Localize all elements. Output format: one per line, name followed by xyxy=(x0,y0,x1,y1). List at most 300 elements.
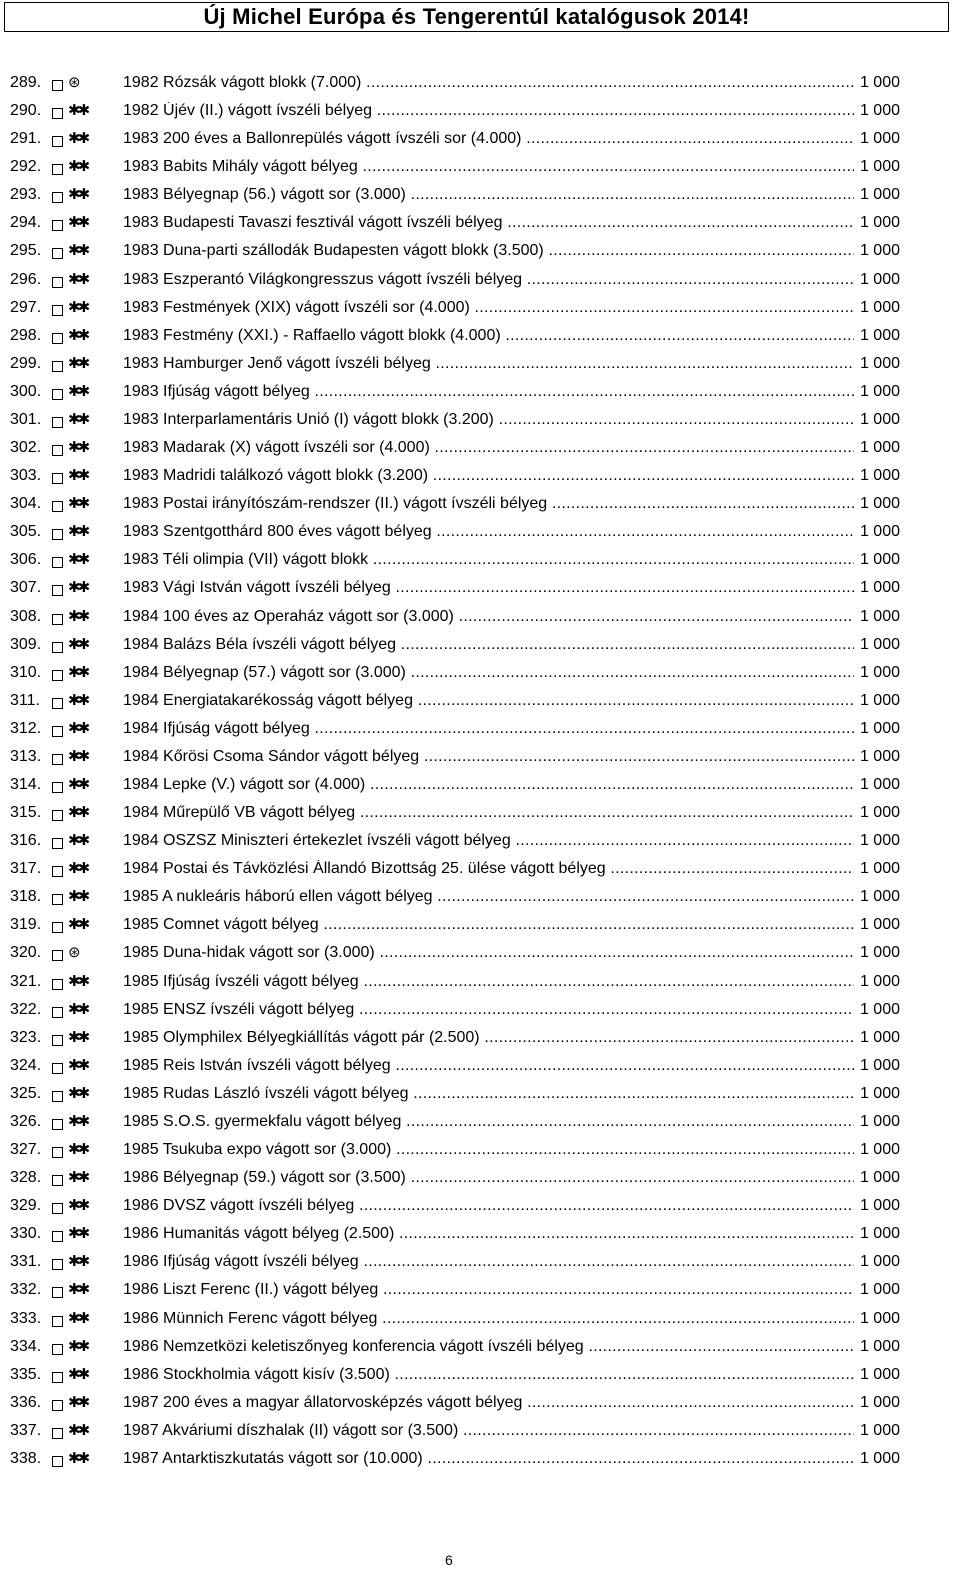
item-number: 296. xyxy=(10,270,42,288)
item-price: 1 000 xyxy=(859,298,900,316)
item-number: 289. xyxy=(10,74,42,91)
item-description: 1983 Madarak (X) vágott ívszéli sor (4.000) ..... xyxy=(123,439,854,457)
mint-stamp-icon: ✱✱ xyxy=(68,860,88,878)
list-item xyxy=(0,1250,960,1278)
item-number: 290. xyxy=(10,102,42,120)
mint-stamp-icon: ✱✱ xyxy=(68,298,88,316)
order-checkbox[interactable] xyxy=(52,782,63,793)
item-description: 1985 Duna-hidak vágott sor (3.000) ..... xyxy=(123,944,854,962)
list-item xyxy=(0,801,960,829)
item-number: 333. xyxy=(10,1309,42,1327)
page-title: Új Michel Európa és Tengerentúl katalógusok 2014! xyxy=(203,4,750,29)
item-description: 1984 Postai és Távközlési Állandó Bizottság 25. ülése vágott bélyeg ..... xyxy=(123,860,854,878)
list-item xyxy=(0,436,960,464)
list-item xyxy=(0,829,960,857)
list-item xyxy=(0,970,960,998)
mint-stamp-icon: ✱✱ xyxy=(68,242,88,260)
mint-stamp-icon: ✱✱ xyxy=(68,1393,88,1411)
mint-stamp-icon: ✱✱ xyxy=(68,186,88,204)
item-price: 1 000 xyxy=(859,579,900,597)
order-checkbox[interactable] xyxy=(52,1287,63,1298)
mint-stamp-icon: ✱✱ xyxy=(68,916,88,934)
item-price: 1 000 xyxy=(859,747,900,765)
mint-stamp-icon: ✱✱ xyxy=(68,972,88,990)
item-price: 1 000 xyxy=(859,1253,900,1271)
item-number: 301. xyxy=(10,410,42,428)
item-price: 1 000 xyxy=(859,1449,900,1467)
item-number: 315. xyxy=(10,804,42,822)
item-description: 1985 Comnet vágott bélyeg ..... xyxy=(123,916,854,934)
item-number: 322. xyxy=(10,1000,42,1018)
item-price: 1 000 xyxy=(859,551,900,569)
list-item xyxy=(0,520,960,548)
item-price: 1 000 xyxy=(859,326,900,344)
item-price: 1 000 xyxy=(859,439,900,457)
order-checkbox[interactable] xyxy=(52,838,63,849)
mint-stamp-icon: ✱✱ xyxy=(68,326,88,344)
item-price: 1 000 xyxy=(859,158,900,176)
item-price: 1 000 xyxy=(859,1056,900,1074)
order-checkbox[interactable] xyxy=(52,333,63,344)
item-description: 1983 Vági István vágott ívszéli bélyeg ..... xyxy=(123,579,854,597)
item-description: 1985 Tsukuba expo vágott sor (3.000) ..... xyxy=(123,1141,854,1159)
item-description: 1983 Babits Mihály vágott bélyeg ..... xyxy=(123,158,854,176)
item-price: 1 000 xyxy=(859,1365,900,1383)
item-number: 312. xyxy=(10,719,42,737)
list-item xyxy=(0,1419,960,1447)
mint-stamp-icon: ✱✱ xyxy=(68,1197,88,1215)
mint-stamp-icon: ✱✱ xyxy=(68,691,88,709)
item-number: 334. xyxy=(10,1337,42,1355)
list-item xyxy=(0,857,960,885)
order-checkbox[interactable] xyxy=(52,445,63,456)
item-price: 1 000 xyxy=(859,270,900,288)
order-checkbox[interactable] xyxy=(52,950,63,961)
page-number: 6 xyxy=(445,1552,453,1568)
used-stamp-icon: ⊛ xyxy=(68,74,78,91)
list-item xyxy=(0,1335,960,1363)
mint-stamp-icon: ✱✱ xyxy=(68,354,88,372)
order-checkbox[interactable] xyxy=(52,192,63,203)
item-number: 321. xyxy=(10,972,42,990)
order-checkbox[interactable] xyxy=(52,670,63,681)
mint-stamp-icon: ✱✱ xyxy=(68,130,88,148)
mint-stamp-icon: ✱✱ xyxy=(68,719,88,737)
order-checkbox[interactable] xyxy=(52,1091,63,1102)
mint-stamp-icon: ✱✱ xyxy=(68,1337,88,1355)
item-number: 338. xyxy=(10,1449,42,1467)
item-number: 317. xyxy=(10,860,42,878)
item-description: 1984 Műrepülő VB vágott bélyeg ..... xyxy=(123,804,854,822)
item-description: 1982 Rózsák vágott blokk (7.000) ..... xyxy=(123,74,854,92)
item-price: 1 000 xyxy=(859,467,900,485)
item-number: 291. xyxy=(10,130,42,148)
item-price: 1 000 xyxy=(859,186,900,204)
item-number: 293. xyxy=(10,186,42,204)
item-price: 1 000 xyxy=(859,972,900,990)
list-item xyxy=(0,885,960,913)
item-description: 1983 Szentgotthárd 800 éves vágott bélyeg ..... xyxy=(123,523,854,541)
order-checkbox[interactable] xyxy=(52,1203,63,1214)
mint-stamp-icon: ✱✱ xyxy=(68,747,88,765)
item-description: 1986 Münnich Ferenc vágott bélyeg ..... xyxy=(123,1310,854,1328)
item-number: 305. xyxy=(10,523,42,541)
item-price: 1 000 xyxy=(859,1084,900,1102)
list-item xyxy=(0,1166,960,1194)
item-price: 1 000 xyxy=(859,1281,900,1299)
item-price: 1 000 xyxy=(859,663,900,681)
item-description: 1984 Ifjúság vágott bélyeg ..... xyxy=(123,720,854,738)
item-description: 1984 Energiatakarékosság vágott bélyeg ..... xyxy=(123,692,854,710)
item-number: 299. xyxy=(10,354,42,372)
item-number: 306. xyxy=(10,551,42,569)
item-number: 319. xyxy=(10,916,42,934)
list-item xyxy=(0,155,960,183)
order-checkbox[interactable] xyxy=(52,557,63,568)
order-checkbox[interactable] xyxy=(52,726,63,737)
list-item xyxy=(0,183,960,211)
mint-stamp-icon: ✱✱ xyxy=(68,467,88,485)
item-description: 1983 Duna-parti szállodák Budapesten vágott blokk (3.500) ..... xyxy=(123,242,854,260)
order-checkbox[interactable] xyxy=(52,810,63,821)
item-description: 1985 Reis István ívszéli vágott bélyeg ..... xyxy=(123,1057,854,1075)
order-checkbox[interactable] xyxy=(52,136,63,147)
item-description: 1983 Festmények (XIX) vágott ívszéli sor (4.000) ..... xyxy=(123,299,854,317)
item-price: 1 000 xyxy=(859,944,900,962)
item-description: 1987 200 éves a magyar állatorvosképzés vágott bélyeg ..... xyxy=(123,1394,854,1412)
mint-stamp-icon: ✱✱ xyxy=(68,102,88,120)
item-description: 1984 Bélyegnap (57.) vágott sor (3.000) ..... xyxy=(123,664,854,682)
order-checkbox[interactable] xyxy=(52,277,63,288)
order-checkbox[interactable] xyxy=(52,1119,63,1130)
order-checkbox[interactable] xyxy=(52,642,63,653)
list-item xyxy=(0,1278,960,1306)
list-item xyxy=(0,913,960,941)
list-item xyxy=(0,633,960,661)
catalog-title-box xyxy=(4,2,949,32)
item-number: 294. xyxy=(10,214,42,232)
list-item xyxy=(0,492,960,520)
item-price: 1 000 xyxy=(859,860,900,878)
mint-stamp-icon: ✱✱ xyxy=(68,214,88,232)
mint-stamp-icon: ✱✱ xyxy=(68,1028,88,1046)
item-price: 1 000 xyxy=(859,1337,900,1355)
mint-stamp-icon: ✱✱ xyxy=(68,1225,88,1243)
item-price: 1 000 xyxy=(859,1197,900,1215)
list-item xyxy=(0,296,960,324)
order-checkbox[interactable] xyxy=(52,866,63,877)
mint-stamp-icon: ✱✱ xyxy=(68,158,88,176)
mint-stamp-icon: ✱✱ xyxy=(68,635,88,653)
item-number: 307. xyxy=(10,579,42,597)
order-checkbox[interactable] xyxy=(52,1035,63,1046)
mint-stamp-icon: ✱✱ xyxy=(68,382,88,400)
item-description: 1984 OSZSZ Miniszteri értekezlet ívszéli vágott bélyeg ..... xyxy=(123,832,854,850)
mint-stamp-icon: ✱✱ xyxy=(68,523,88,541)
mint-stamp-icon: ✱✱ xyxy=(68,579,88,597)
mint-stamp-icon: ✱✱ xyxy=(68,1281,88,1299)
item-description: 1986 Ifjúság vágott ívszéli bélyeg ..... xyxy=(123,1253,854,1271)
order-checkbox[interactable] xyxy=(52,1175,63,1186)
order-checkbox[interactable] xyxy=(52,1259,63,1270)
item-number: 300. xyxy=(10,382,42,400)
list-item xyxy=(0,408,960,436)
mint-stamp-icon: ✱✱ xyxy=(68,888,88,906)
list-item xyxy=(0,717,960,745)
order-checkbox[interactable] xyxy=(52,164,63,175)
list-item xyxy=(0,1138,960,1166)
item-description: 1985 Rudas László ívszéli vágott bélyeg ..... xyxy=(123,1085,854,1103)
list-item xyxy=(0,605,960,633)
mint-stamp-icon: ✱✱ xyxy=(68,1000,88,1018)
order-checkbox[interactable] xyxy=(52,894,63,905)
list-item xyxy=(0,1082,960,1110)
list-item xyxy=(0,99,960,127)
order-checkbox[interactable] xyxy=(52,80,63,91)
item-description: 1982 Újév (II.) vágott ívszéli bélyeg ..... xyxy=(123,102,854,120)
item-description: 1984 100 éves az Operaház vágott sor (3.000) ..... xyxy=(123,608,854,626)
list-item xyxy=(0,1222,960,1250)
item-number: 297. xyxy=(10,298,42,316)
item-price: 1 000 xyxy=(859,804,900,822)
item-price: 1 000 xyxy=(859,635,900,653)
item-price: 1 000 xyxy=(859,607,900,625)
mint-stamp-icon: ✱✱ xyxy=(68,1421,88,1439)
order-checkbox[interactable] xyxy=(52,922,63,933)
item-number: 332. xyxy=(10,1281,42,1299)
mint-stamp-icon: ✱✱ xyxy=(68,1365,88,1383)
item-number: 313. xyxy=(10,747,42,765)
list-item xyxy=(0,661,960,689)
item-price: 1 000 xyxy=(859,1421,900,1439)
order-checkbox[interactable] xyxy=(52,585,63,596)
mint-stamp-icon: ✱✱ xyxy=(68,495,88,513)
item-description: 1987 Antarktiszkutatás vágott sor (10.000) ..... xyxy=(123,1450,854,1468)
item-number: 316. xyxy=(10,832,42,850)
item-number: 336. xyxy=(10,1393,42,1411)
order-checkbox[interactable] xyxy=(52,1428,63,1439)
item-number: 320. xyxy=(10,944,42,962)
order-checkbox[interactable] xyxy=(52,1456,63,1467)
item-description: 1984 Kőrösi Csoma Sándor vágott bélyeg ..... xyxy=(123,748,854,766)
item-price: 1 000 xyxy=(859,1028,900,1046)
item-number: 330. xyxy=(10,1225,42,1243)
item-number: 298. xyxy=(10,326,42,344)
mint-stamp-icon: ✱✱ xyxy=(68,607,88,625)
item-number: 310. xyxy=(10,663,42,681)
item-description: 1983 Ifjúság vágott bélyeg ..... xyxy=(123,383,854,401)
item-description: 1984 Balázs Béla ívszéli vágott bélyeg ..... xyxy=(123,636,854,654)
item-description: 1983 Téli olimpia (VII) vágott blokk ..... xyxy=(123,551,854,569)
mint-stamp-icon: ✱✱ xyxy=(68,1056,88,1074)
item-price: 1 000 xyxy=(859,495,900,513)
item-price: 1 000 xyxy=(859,382,900,400)
order-checkbox[interactable] xyxy=(52,248,63,259)
list-item xyxy=(0,745,960,773)
list-item xyxy=(0,1307,960,1335)
item-number: 304. xyxy=(10,495,42,513)
item-description: 1983 200 éves a Ballonrepülés vágott ívszéli sor (4.000) ..... xyxy=(123,130,854,148)
order-checkbox[interactable] xyxy=(52,754,63,765)
mint-stamp-icon: ✱✱ xyxy=(68,663,88,681)
order-checkbox[interactable] xyxy=(52,389,63,400)
item-description: 1985 Ifjúság ívszéli vágott bélyeg ..... xyxy=(123,973,854,991)
item-description: 1985 S.O.S. gyermekfalu vágott bélyeg ..... xyxy=(123,1113,854,1131)
item-price: 1 000 xyxy=(859,354,900,372)
used-stamp-icon: ⊛ xyxy=(68,944,78,962)
list-item xyxy=(0,211,960,239)
item-number: 309. xyxy=(10,635,42,653)
item-description: 1986 Stockholmia vágott kisív (3.500) ..... xyxy=(123,1366,854,1384)
item-description: 1983 Postai irányítószám-rendszer (II.) vágott ívszéli bélyeg ..... xyxy=(123,495,854,513)
mint-stamp-icon: ✱✱ xyxy=(68,776,88,793)
mint-stamp-icon: ✱✱ xyxy=(68,1141,88,1159)
mint-stamp-icon: ✱✱ xyxy=(68,439,88,457)
item-description: 1985 ENSZ ívszéli vágott bélyeg ..... xyxy=(123,1001,854,1019)
item-number: 337. xyxy=(10,1421,42,1439)
item-number: 303. xyxy=(10,467,42,485)
item-number: 295. xyxy=(10,242,42,260)
order-checkbox[interactable] xyxy=(52,473,63,484)
list-item xyxy=(0,127,960,155)
item-description: 1984 Lepke (V.) vágott sor (4.000) ..... xyxy=(123,776,854,794)
order-checkbox[interactable] xyxy=(52,1372,63,1383)
item-price: 1 000 xyxy=(859,74,900,91)
list-item xyxy=(0,71,960,99)
item-number: 314. xyxy=(10,776,42,793)
item-price: 1 000 xyxy=(859,1000,900,1018)
item-description: 1983 Eszperantó Világkongresszus vágott ívszéli bélyeg ..... xyxy=(123,271,854,289)
order-checkbox[interactable] xyxy=(52,1147,63,1158)
mint-stamp-icon: ✱✱ xyxy=(68,410,88,428)
list-item xyxy=(0,324,960,352)
item-number: 331. xyxy=(10,1253,42,1271)
order-checkbox[interactable] xyxy=(52,1007,63,1018)
item-description: 1983 Budapesti Tavaszi fesztivál vágott ívszéli bélyeg ..... xyxy=(123,214,854,232)
mint-stamp-icon: ✱✱ xyxy=(68,270,88,288)
list-item xyxy=(0,941,960,969)
item-price: 1 000 xyxy=(859,691,900,709)
list-item xyxy=(0,1447,960,1475)
order-checkbox[interactable] xyxy=(52,108,63,119)
item-description: 1983 Bélyegnap (56.) vágott sor (3.000) ..... xyxy=(123,186,854,204)
item-number: 302. xyxy=(10,439,42,457)
item-number: 335. xyxy=(10,1365,42,1383)
item-number: 328. xyxy=(10,1169,42,1187)
item-price: 1 000 xyxy=(859,523,900,541)
order-checkbox[interactable] xyxy=(52,698,63,709)
list-item xyxy=(0,1194,960,1222)
item-number: 311. xyxy=(10,691,40,709)
item-price: 1 000 xyxy=(859,1169,900,1187)
item-description: 1985 A nukleáris háború ellen vágott bélyeg ..... xyxy=(123,888,854,906)
item-price: 1 000 xyxy=(859,130,900,148)
item-description: 1985 Olymphilex Bélyegkiállítás vágott pár (2.500) ..... xyxy=(123,1029,854,1047)
list-item xyxy=(0,1026,960,1054)
item-number: 329. xyxy=(10,1197,42,1215)
mint-stamp-icon: ✱✱ xyxy=(68,1253,88,1271)
item-description: 1986 Bélyegnap (59.) vágott sor (3.500) ..... xyxy=(123,1169,854,1187)
order-checkbox[interactable] xyxy=(52,305,63,316)
item-number: 327. xyxy=(10,1141,42,1159)
item-price: 1 000 xyxy=(859,888,900,906)
item-description: 1983 Interparlamentáris Unió (I) vágott blokk (3.200) ..... xyxy=(123,411,854,429)
list-item xyxy=(0,689,960,717)
item-number: 318. xyxy=(10,888,42,906)
order-checkbox[interactable] xyxy=(52,1063,63,1074)
item-description: 1983 Madridi találkozó vágott blokk (3.200) ..... xyxy=(123,467,854,485)
list-item xyxy=(0,352,960,380)
list-item xyxy=(0,1054,960,1082)
list-item xyxy=(0,268,960,296)
item-price: 1 000 xyxy=(859,1393,900,1411)
item-price: 1 000 xyxy=(859,242,900,260)
item-description: 1986 Humanitás vágott bélyeg (2.500) ..... xyxy=(123,1225,854,1243)
item-price: 1 000 xyxy=(859,1225,900,1243)
list-item xyxy=(0,548,960,576)
mint-stamp-icon: ✱✱ xyxy=(68,804,88,822)
item-description: 1986 DVSZ vágott ívszéli bélyeg ..... xyxy=(123,1197,854,1215)
item-price: 1 000 xyxy=(859,719,900,737)
order-checkbox[interactable] xyxy=(52,529,63,540)
item-price: 1 000 xyxy=(859,1141,900,1159)
item-number: 324. xyxy=(10,1056,42,1074)
mint-stamp-icon: ✱✱ xyxy=(68,1449,88,1467)
order-checkbox[interactable] xyxy=(52,361,63,372)
order-checkbox[interactable] xyxy=(52,1400,63,1411)
list-item xyxy=(0,1363,960,1391)
order-checkbox[interactable] xyxy=(52,979,63,990)
list-item xyxy=(0,773,960,801)
item-price: 1 000 xyxy=(859,832,900,850)
item-description: 1983 Hamburger Jenő vágott ívszéli bélyeg ..... xyxy=(123,355,854,373)
order-checkbox[interactable] xyxy=(52,220,63,231)
item-number: 325. xyxy=(10,1084,42,1102)
mint-stamp-icon: ✱✱ xyxy=(68,832,88,850)
item-number: 326. xyxy=(10,1112,42,1130)
list-item xyxy=(0,576,960,604)
order-checkbox[interactable] xyxy=(52,501,63,512)
item-number: 308. xyxy=(10,607,42,625)
mint-stamp-icon: ✱✱ xyxy=(68,1112,88,1130)
order-checkbox[interactable] xyxy=(52,614,63,625)
item-price: 1 000 xyxy=(859,916,900,934)
list-item xyxy=(0,998,960,1026)
mint-stamp-icon: ✱✱ xyxy=(68,1309,88,1327)
order-checkbox[interactable] xyxy=(52,1344,63,1355)
list-item xyxy=(0,1110,960,1138)
item-number: 323. xyxy=(10,1028,42,1046)
order-checkbox[interactable] xyxy=(52,1316,63,1327)
item-price: 1 000 xyxy=(859,776,900,793)
list-item xyxy=(0,1391,960,1419)
list-item xyxy=(0,380,960,408)
item-price: 1 000 xyxy=(859,214,900,232)
item-number: 292. xyxy=(10,158,42,176)
item-price: 1 000 xyxy=(859,410,900,428)
item-price: 1 000 xyxy=(859,102,900,120)
mint-stamp-icon: ✱✱ xyxy=(68,1084,88,1102)
item-description: 1986 Nemzetközi keletiszőnyeg konferencia vágott ívszéli bélyeg ..... xyxy=(123,1338,854,1356)
mint-stamp-icon: ✱✱ xyxy=(68,1169,88,1187)
mint-stamp-icon: ✱✱ xyxy=(68,551,88,569)
list-item xyxy=(0,239,960,267)
order-checkbox[interactable] xyxy=(52,417,63,428)
list-item xyxy=(0,464,960,492)
item-description: 1986 Liszt Ferenc (II.) vágott bélyeg ..... xyxy=(123,1281,854,1299)
item-description: 1983 Festmény (XXI.) - Raffaello vágott blokk (4.000) ..... xyxy=(123,327,854,345)
order-checkbox[interactable] xyxy=(52,1231,63,1242)
